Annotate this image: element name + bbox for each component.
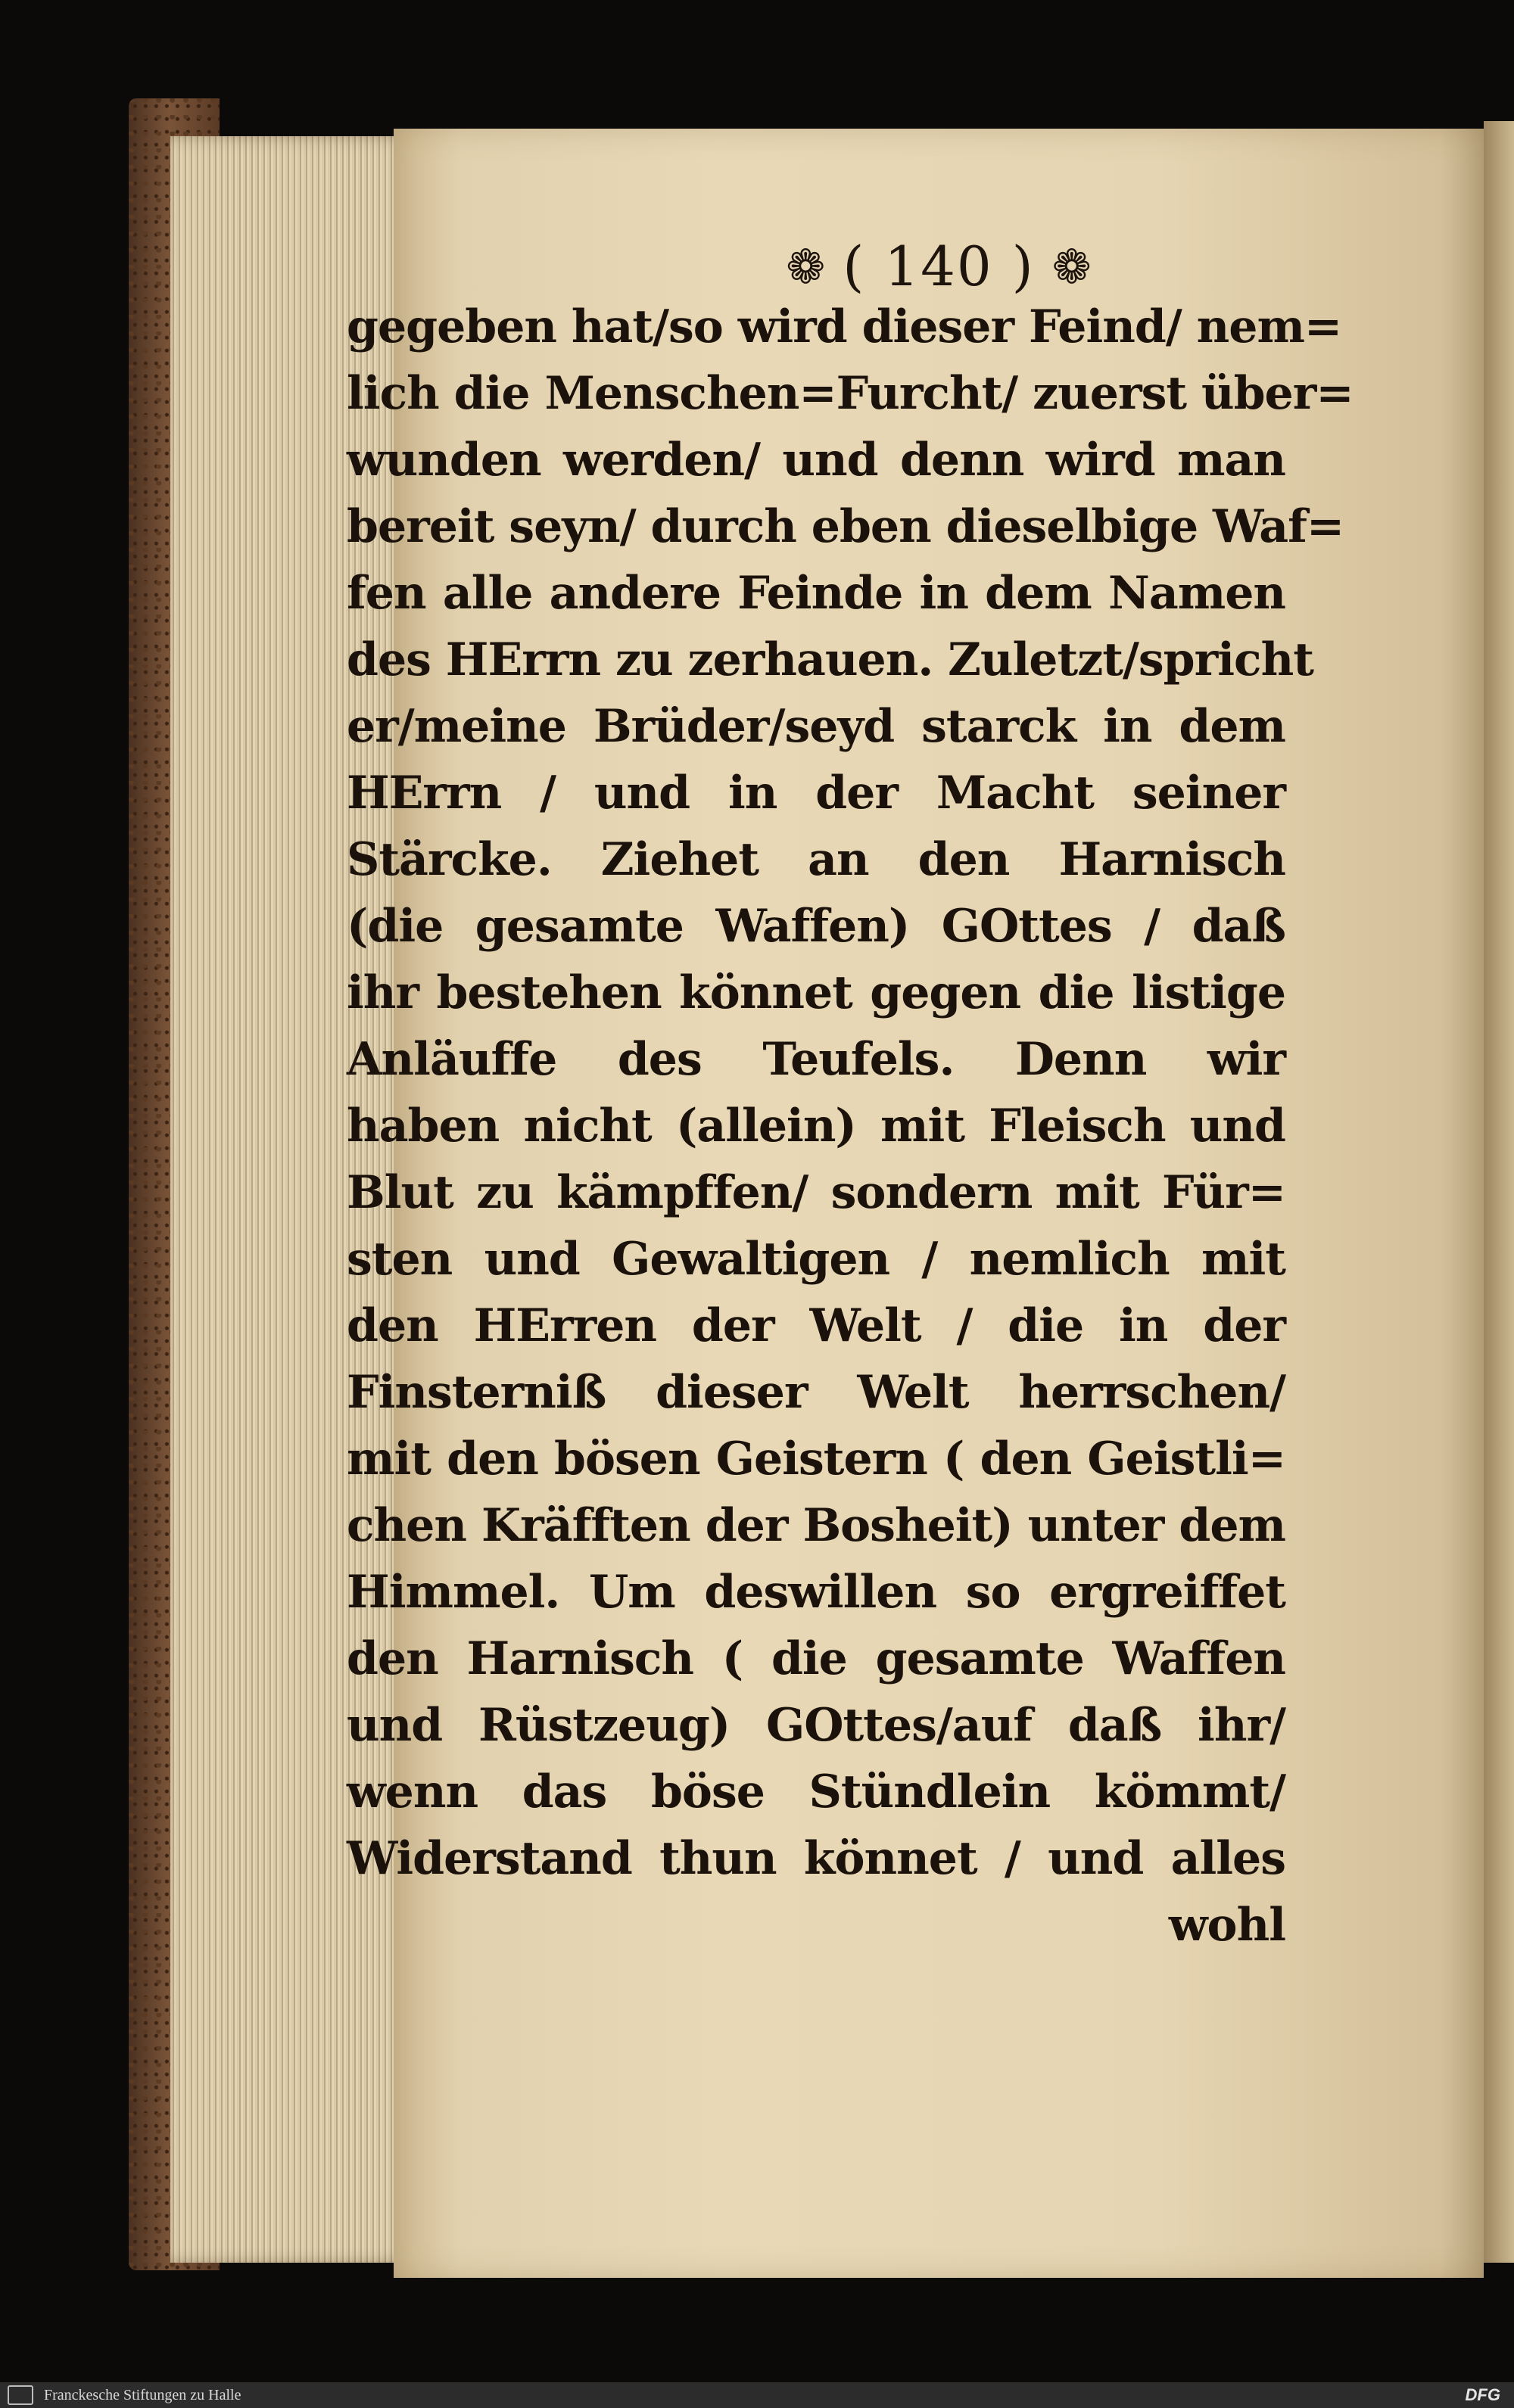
- text-line: HErrn / und in der Macht seiner: [347, 767, 1285, 820]
- text-line: Stärcke. Ziehet an den Harnisch: [347, 833, 1285, 886]
- dfg-logo: DFG: [1465, 2385, 1500, 2404]
- text-line: wunden werden/ und denn wird man: [347, 434, 1285, 487]
- flower-ornament-icon: ❁: [1051, 238, 1092, 294]
- text-line: (die gesamte Waffen) GOttes / daß: [347, 900, 1285, 953]
- text-line: Widerstand thun könnet / und alles: [347, 1832, 1285, 1885]
- text-line: des HErrn zu zerhauen. Zuletzt/spricht: [347, 633, 1313, 686]
- text-line: haben nicht (allein) mit Fleisch und: [347, 1100, 1285, 1153]
- text-line: chen Kräfften der Bosheit) unter dem: [347, 1499, 1285, 1552]
- book: [114, 91, 1514, 2270]
- text-line: Anläuffe des Teufels. Denn wir: [347, 1033, 1285, 1086]
- text-line: gegeben hat/so wird dieser Feind/ nem=: [347, 300, 1342, 353]
- catchword: wohl: [1168, 1899, 1285, 1952]
- text-line: ihr bestehen könnet gegen die listige: [347, 966, 1285, 1019]
- text-line: fen alle andere Feinde in dem Namen: [347, 567, 1285, 620]
- text-line: wenn das böse Stündlein kömmt/: [347, 1766, 1285, 1818]
- footer-bar: [0, 2382, 1514, 2408]
- text-line: bereit seyn/ durch eben dieselbige Waf=: [347, 500, 1344, 553]
- footer-institution: Franckesche Stiftungen zu Halle: [44, 2387, 241, 2403]
- text-line: und Rüstzeug) GOttes/auf daß ihr/: [347, 1699, 1285, 1752]
- text-line: Finsterniß dieser Welt herrschen/: [347, 1366, 1285, 1419]
- page-number: ( 140 ): [843, 235, 1035, 298]
- flower-ornament-icon: ❁: [786, 238, 826, 294]
- text-line: er/meine Brüder/seyd starck in dem: [347, 700, 1285, 753]
- body-text: [347, 294, 1354, 1958]
- text-line: den Harnisch ( die gesamte Waffen: [347, 1632, 1285, 1685]
- institution-logo-icon: [8, 2385, 33, 2405]
- text-line: Blut zu kämpffen/ sondern mit Für=: [347, 1166, 1285, 1219]
- text-line: lich die Menschen=Furcht/ zuerst über=: [347, 367, 1354, 420]
- next-page-edge: [1484, 121, 1514, 2263]
- text-line: sten und Gewaltigen / nemlich mit: [347, 1233, 1285, 1286]
- text-line: Himmel. Um deswillen so ergreiffet: [347, 1566, 1285, 1619]
- text-line: den HErren der Welt / die in der: [347, 1299, 1285, 1352]
- text-line: mit den bösen Geistern ( den Geistli=: [347, 1433, 1285, 1486]
